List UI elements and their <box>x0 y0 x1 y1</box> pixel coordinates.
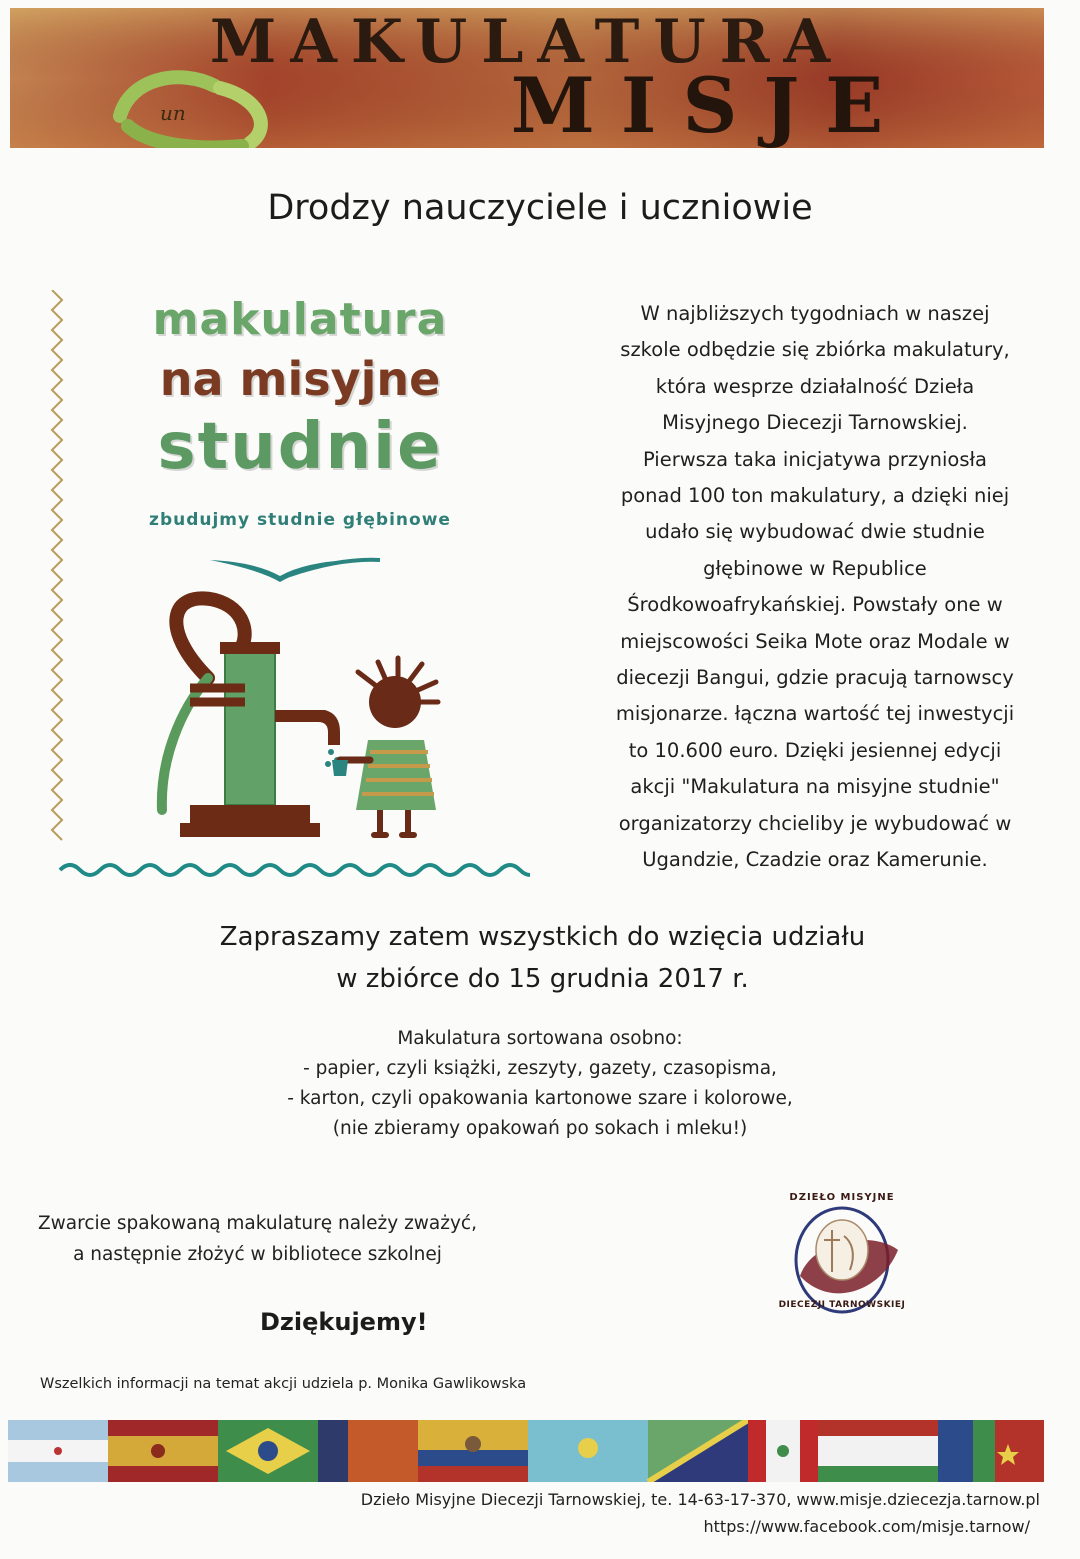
sorting-item: (nie zbieramy opakowań po sokach i mleku!) <box>332 1118 748 1139</box>
poster-subtitle: zbudujmy studnie głębinowe <box>149 510 451 530</box>
text-line: Ugandzie, Czadzie oraz Kamerunie. <box>642 848 988 872</box>
invitation-line2: w zbiórce do 15 grudnia 2017 r. <box>336 964 749 994</box>
sorting-instructions <box>0 1024 1080 1144</box>
text-line: głębinowe w Republice <box>703 556 927 580</box>
text-line: organizatorzy chcieliby je wybudować w <box>618 811 1012 835</box>
text-line: Środkowoafrykańskiej. Powstały one w <box>627 593 1003 617</box>
text-line: misjonarze. łączna wartość tej inwestycji <box>615 702 1015 726</box>
delivery-line1: Zwarcie spakowaną makulaturę należy zważyć, <box>38 1213 477 1234</box>
sorting-item: - karton, czyli opakowania kartonowe szare i kolorowe, <box>287 1088 793 1109</box>
footer-contact: Dzieło Misyjne Diecezji Tarnowskiej, te. 14-63-17-370, www.misje.dziecezja.tarnow.pl <box>360 1490 1040 1509</box>
text-line: akcji "Makulatura na misyjne studnie" <box>630 775 1000 799</box>
poster-bottom-wave <box>60 865 530 875</box>
header-banner <box>10 8 1044 148</box>
contact-info: Wszelkich informacji na temat akcji udziela p. Monika Gawlikowska <box>40 1376 527 1392</box>
invitation <box>0 916 1080 1000</box>
campaign-poster <box>40 290 530 890</box>
banner-title-makulatura: MAKULATURA <box>209 8 845 77</box>
poster-left-zigzag <box>52 290 62 840</box>
poster-title-line2: na misyjne <box>159 352 441 406</box>
flags-strip <box>8 1420 1044 1482</box>
thanks-text: Dziękujemy! <box>260 1308 428 1336</box>
delivery-line2: a następnie złożyć w bibliotece szkolnej <box>73 1244 442 1265</box>
water-pump-illustration <box>162 598 340 837</box>
text-line: udało się wybudować dwie studnie <box>645 520 985 544</box>
text-line: ponad 100 ton makulatury, a dzięki niej <box>620 484 1010 508</box>
banner-title-misje: MISJE <box>510 61 910 148</box>
sorting-item: - papier, czyli książki, zeszyty, gazety, czasopisma, <box>303 1058 777 1079</box>
child-illustration <box>332 658 438 835</box>
logo-bottom-text: DIECEZJI TARNOWSKIEJ <box>778 1300 906 1310</box>
logo-top-text: DZIEŁO MISYJNE <box>789 1192 895 1203</box>
sorting-title: Makulatura sortowana osobno: <box>397 1028 683 1049</box>
text-line: miejscowości Seika Mote oraz Modale w <box>620 629 1010 653</box>
text-line: która wesprze działalność Dzieła <box>655 374 975 398</box>
text-line: Misyjnego Diecezji Tarnowskiej. <box>662 411 968 435</box>
svg-text:un: un <box>160 101 186 125</box>
poster-title-line1: makulatura <box>152 294 448 345</box>
text-line: to 10.600 euro. Dzięki jesiennej edycji <box>628 738 1002 762</box>
text-line: diecezji Bangui, gdzie pracują tarnowscy <box>616 666 1014 690</box>
footer-facebook-link[interactable]: https://www.facebook.com/misje.tarnow/ <box>703 1517 1030 1536</box>
text-line: W najbliższych tygodniach w naszej <box>640 302 990 325</box>
dzielo-misyjne-logo <box>772 1180 912 1330</box>
poster-title-line3: studnie <box>157 410 443 484</box>
text-line: Pierwsza taka inicjatywa przyniosła <box>642 447 988 471</box>
invitation-line1: Zapraszamy zatem wszystkich do wzięcia udziału <box>219 922 866 952</box>
text-line: szkole odbędzie się zbiórka makulatury, <box>620 338 1010 362</box>
delivery-instructions <box>10 1208 505 1270</box>
intro-paragraph <box>560 296 1070 879</box>
page-heading: Drodzy nauczyciele i uczniowie <box>267 188 813 228</box>
